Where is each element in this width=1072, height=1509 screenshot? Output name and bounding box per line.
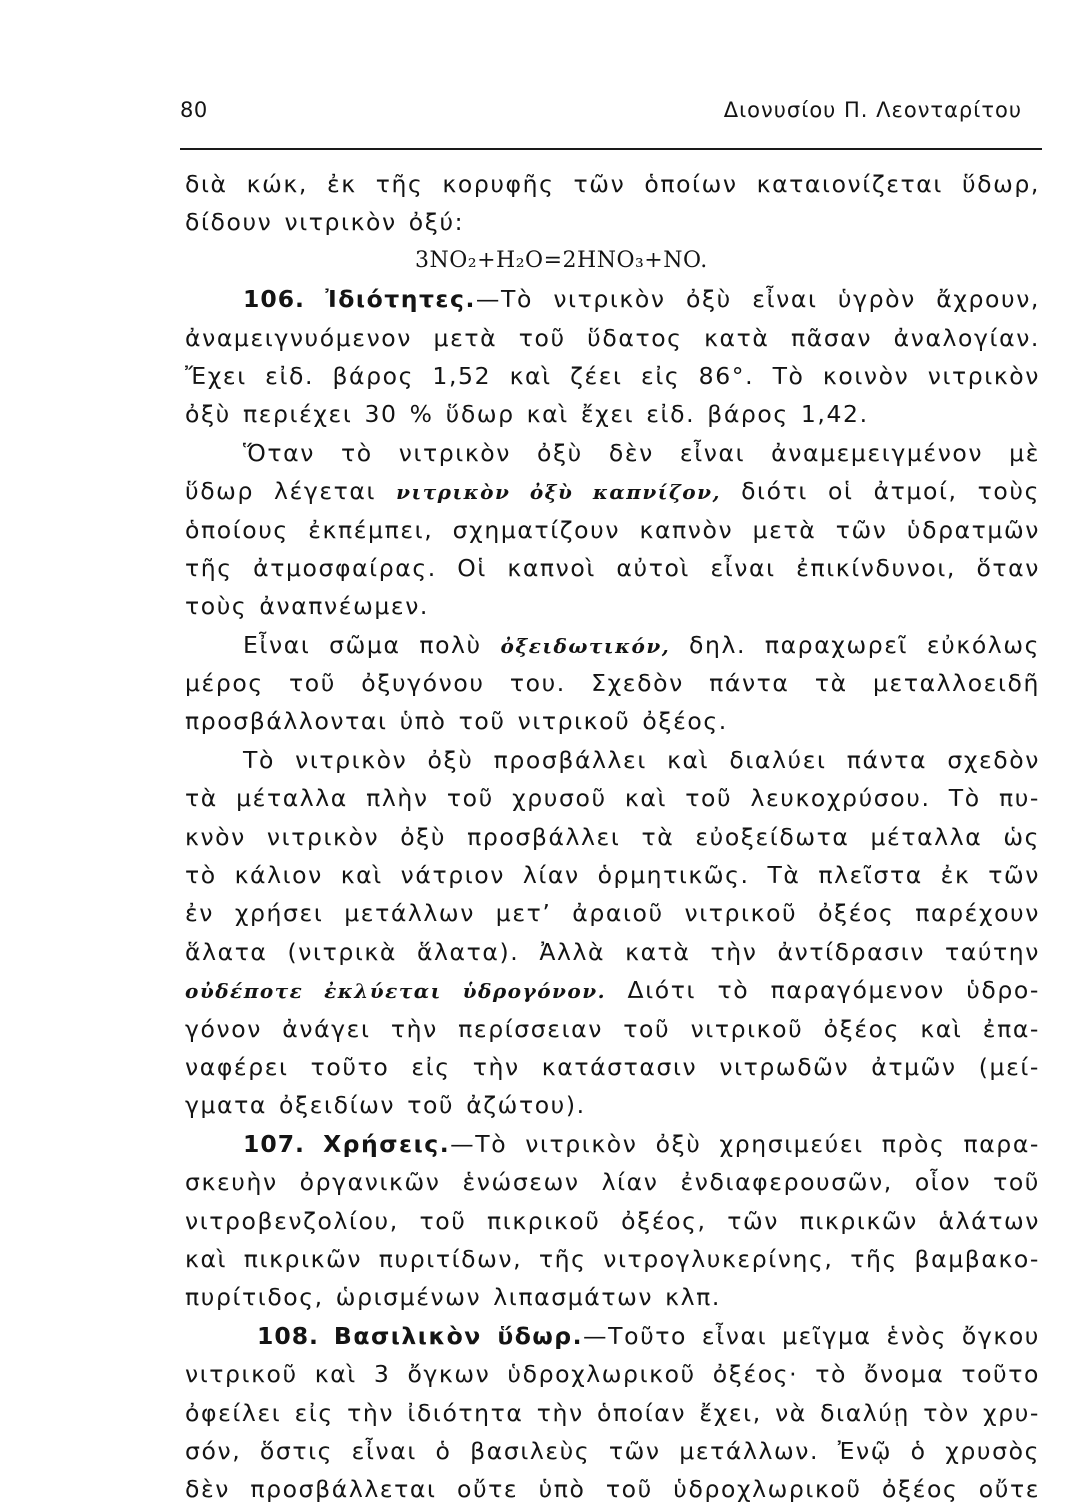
chemical-equation: 3NO₂+H₂O=2HNO₃+NO. — [415, 247, 708, 273]
page-header — [180, 96, 1042, 136]
text-line: τοὺς ἀναπνέωμεν. — [185, 592, 430, 621]
text-line: νιτροβενζολίου, τοῦ πικρικοῦ ὀξέος, τῶν πικρικῶν ἁλάτων — [185, 1206, 1040, 1235]
text-line: ἐν χρήσει μετάλλων μετ’ ἀραιοῦ νιτρικοῦ ὀξέος παρέχουν — [185, 899, 1040, 928]
text-line: Τὸ νιτρικὸν ὀξὺ προσβάλλει καὶ διαλύει πάντα σχεδὸν — [243, 745, 1040, 774]
text-line: ἅλατα (νιτρικὰ ἅλατα). Ἀλλὰ κατὰ τὴν ἀντίδρασιν ταύτην — [185, 937, 1040, 966]
text-line: κνὸν νιτρικὸν ὀξὺ προσβάλλει τὰ εὐοξείδωτα μέταλλα ὡς — [185, 822, 1040, 851]
section-number: 106. — [243, 285, 305, 314]
text-line: καὶ πικρικῶν πυριτίδων, τῆς νιτρογλυκερίνης, τῆς βαμβακο- — [185, 1244, 1040, 1273]
text-line: ὁποίους ἐκπέμπει, σχηματίζουν καπνὸν μετὰ τῶν ὑδρατμῶν — [185, 515, 1040, 544]
text-line: Ἔχει εἰδ. βάρος 1,52 καὶ ζέει εἰς 86°. Τὸ κοινὸν νιτρικὸν — [185, 361, 1040, 390]
text-line: σόν, ὅστις εἶναι ὁ βασιλεὺς τῶν μετάλλων. Ἐνῷ ὁ χρυσὸς — [185, 1436, 1040, 1465]
text-line: ἀναμειγνυόμενον μετὰ τοῦ ὕδατος κατὰ πᾶσαν ἀναλογίαν. — [185, 323, 1040, 352]
text-line: διὰ κώκ, ἐκ τῆς κορυφῆς τῶν ὁποίων καταιονίζεται ὕδωρ, — [185, 170, 1040, 198]
section-number: 108. — [257, 1321, 319, 1350]
section-number: 107. — [243, 1129, 305, 1158]
text-line: μέρος τοῦ ὀξυγόνου του. Σχεδὸν πάντα τὰ μεταλλοειδῆ — [185, 669, 1040, 698]
text-line: ὀφείλει εἰς τὴν ἰδιότητα τὴν ὁποίαν ἔχει, νὰ διαλύῃ τὸν χρυ- — [185, 1398, 1040, 1427]
text-line: γματα ὀξειδίων τοῦ ἀζώτου). — [185, 1091, 586, 1120]
section-heading-line: 106. Ἰδιότητες.—Τὸ νιτρικὸν ὀξὺ εἶναι ὑγρὸν ἄχρουν, — [243, 285, 1040, 314]
text-line: νιτρικοῦ καὶ 3 ὄγκων ὑδροχλωρικοῦ ὀξέος· τὸ ὄνομα τοῦτο — [185, 1360, 1040, 1389]
text-line: δίδουν νιτρικὸν ὀξύ: — [185, 208, 465, 237]
section-title: Χρήσεις. — [323, 1129, 451, 1158]
text-line: τὰ μέταλλα πλὴν τοῦ χρυσοῦ καὶ τοῦ λευκοχρύσου. Τὸ πυ- — [185, 784, 1040, 813]
running-head: Διονυσίου Π. Λεονταρίτου — [723, 98, 1022, 122]
emphasized-term: ὀξειδωτικόν, — [500, 633, 671, 658]
text-line: σκευὴν ὀργανικῶν ἑνώσεων λίαν ἐνδιαφερουσῶν, οἷον τοῦ — [185, 1168, 1040, 1197]
section-title: Ἰδιότητες. — [325, 285, 476, 314]
section-heading-line: 107. Χρήσεις.—Τὸ νιτρικὸν ὀξὺ χρησιμεύει πρὸς παρα- — [243, 1129, 1040, 1158]
emphasized-term: οὐδέποτε ἐκλύεται ὑδρογόνον. — [185, 979, 607, 1004]
text-line: τῆς ἀτμοσφαίρας. Οἱ καπνοὶ αὐτοὶ εἶναι ἐπικίνδυνοι, ὅταν — [185, 553, 1040, 582]
text-line: Εἶναι σῶμα πολὺ ὀξειδωτικόν, δηλ. παραχωρεῖ εὐκόλως — [243, 630, 1040, 659]
text-line: τὸ κάλιον καὶ νάτριον λίαν ὁρμητικῶς. Τὰ πλεῖστα ἐκ τῶν — [185, 861, 1040, 890]
section-title: Βασιλικὸν ὕδωρ. — [333, 1321, 584, 1350]
page-number: 80 — [180, 98, 208, 122]
header-rule — [180, 148, 1042, 150]
text-line: προσβάλλονται ὑπὸ τοῦ νιτρικοῦ ὀξέος. — [185, 707, 728, 736]
text-line: οὐδέποτε ἐκλύεται ὑδρογόνον. Διότι τὸ παραγόμενον ὑδρο- — [185, 976, 1040, 1005]
section-heading-line: 108. Βασιλικὸν ὕδωρ.—Τοῦτο εἶναι μεῖγμα ἑνὸς ὄγκου — [257, 1321, 1040, 1350]
text-line: ναφέρει τοῦτο εἰς τὴν κατάστασιν νιτρωδῶν ἀτμῶν (μεί- — [185, 1052, 1040, 1081]
text-line: ὀξὺ περιέχει 30 % ὕδωρ καὶ ἔχει εἰδ. βάρος 1,42. — [185, 400, 869, 429]
body-text — [185, 165, 1040, 1509]
emphasized-term: νιτρικὸν ὀξὺ καπνίζον, — [396, 480, 721, 505]
text-line: δὲν προσβάλλεται οὔτε ὑπὸ τοῦ ὑδροχλωρικοῦ ὀξέος οὔτε — [185, 1475, 1040, 1504]
text-line: πυρίτιδος, ὡρισμένων λιπασμάτων κλπ. — [185, 1283, 721, 1312]
text-line: Ὅταν τὸ νιτρικὸν ὀξὺ δὲν εἶναι ἀναμεμειγμένον μὲ — [243, 438, 1040, 467]
text-line: γόνον ἀνάγει τὴν περίσσειαν τοῦ νιτρικοῦ ὀξέος καὶ ἐπα- — [185, 1014, 1040, 1043]
text-line: ὕδωρ λέγεται νιτρικὸν ὀξὺ καπνίζον, διότι οἱ ἀτμοί, τοὺς — [185, 477, 1040, 506]
